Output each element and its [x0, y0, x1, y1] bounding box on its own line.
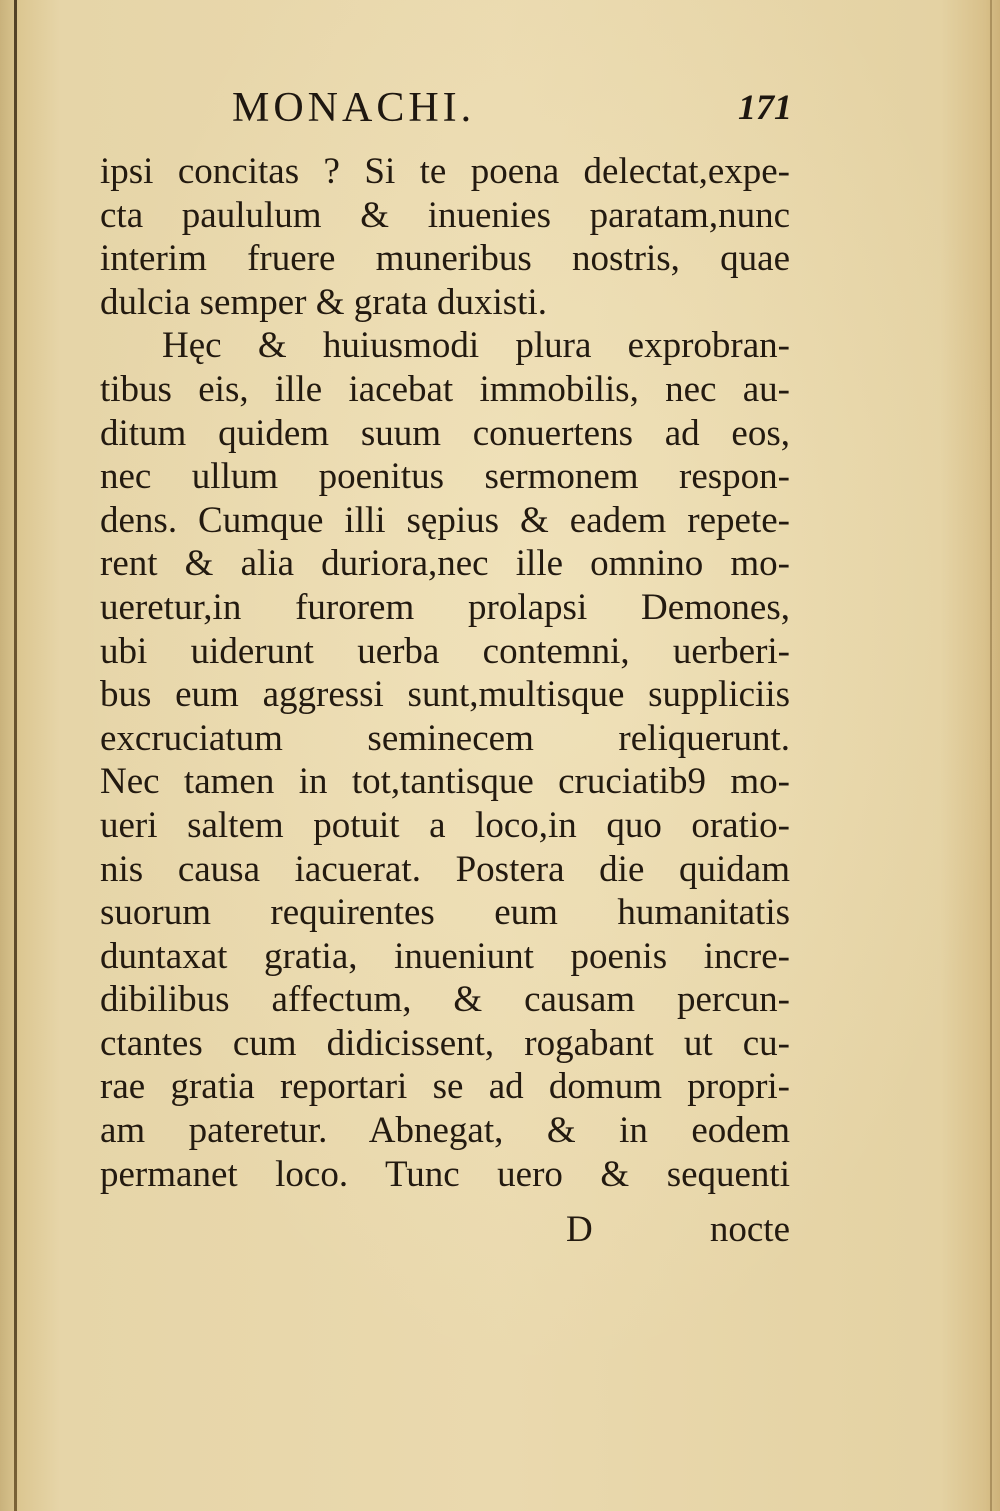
text-line: dibilibus affectum, & causam percun-	[100, 979, 790, 1021]
text-line: dulcia semper & grata duxisti.	[100, 281, 547, 323]
text-line: nec ullum poenitus sermonem respon-	[100, 456, 790, 498]
text-line: rent & alia duriora,nec ille omnino mo-	[100, 543, 790, 585]
page-footer	[100, 1208, 790, 1254]
page-header	[232, 84, 792, 136]
text-line: cta paululum & inuenies paratam,nunc	[100, 194, 790, 236]
text-line: ubi uiderunt uerba contemni, uerberi-	[100, 630, 790, 672]
text-line: ueretur,in furorem prolapsi Demones,	[100, 586, 790, 628]
catchword: nocte	[709, 1209, 790, 1250]
text-line: ctantes cum didicissent, rogabant ut cu-	[100, 1022, 790, 1064]
text-line: duntaxat gratia, inueniunt poenis incre-	[100, 935, 790, 977]
signature-mark: D	[566, 1209, 593, 1250]
text-line: suorum requirentes eum humanitatis	[100, 892, 790, 934]
text-line: ipsi concitas ? Si te poena delectat,expe-	[100, 151, 790, 192]
text-line: interim fruere muneribus nostris, quae	[100, 238, 790, 280]
text-line: tibus eis, ille iacebat immobilis, nec au-	[100, 368, 790, 410]
text-line: ditum quidem suum conuertens ad eos,	[100, 412, 790, 454]
text-line: Hęc & huiusmodi plura exprobran-	[162, 325, 790, 367]
page-gutter-edge	[14, 0, 17, 1511]
text-line: permanet loco. Tunc uero & sequenti	[100, 1153, 790, 1195]
folio-number: 171	[738, 87, 792, 127]
text-line: Nec tamen in tot,tantisque cruciatib9 mo-	[100, 761, 790, 803]
text-line: excruciatum seminecem reliquerunt.	[100, 717, 790, 759]
text-line: nis causa iacuerat. Postera die quidam	[100, 848, 790, 890]
text-line: am pateretur. Abnegat, & in eodem	[100, 1110, 790, 1152]
running-head: MONACHI.	[232, 85, 476, 131]
text-line: dens. Cumque illi sępius & eadem repete-	[100, 499, 790, 541]
text-line: bus eum aggressi sunt,multisque suppliciis	[100, 674, 790, 716]
text-block	[100, 150, 790, 1196]
text-line: ueri saltem potuit a loco,in quo oratio-	[100, 804, 790, 846]
text-line: rae gratia reportari se ad domum propri-	[100, 1066, 790, 1108]
page-fore-edge	[990, 0, 992, 1511]
